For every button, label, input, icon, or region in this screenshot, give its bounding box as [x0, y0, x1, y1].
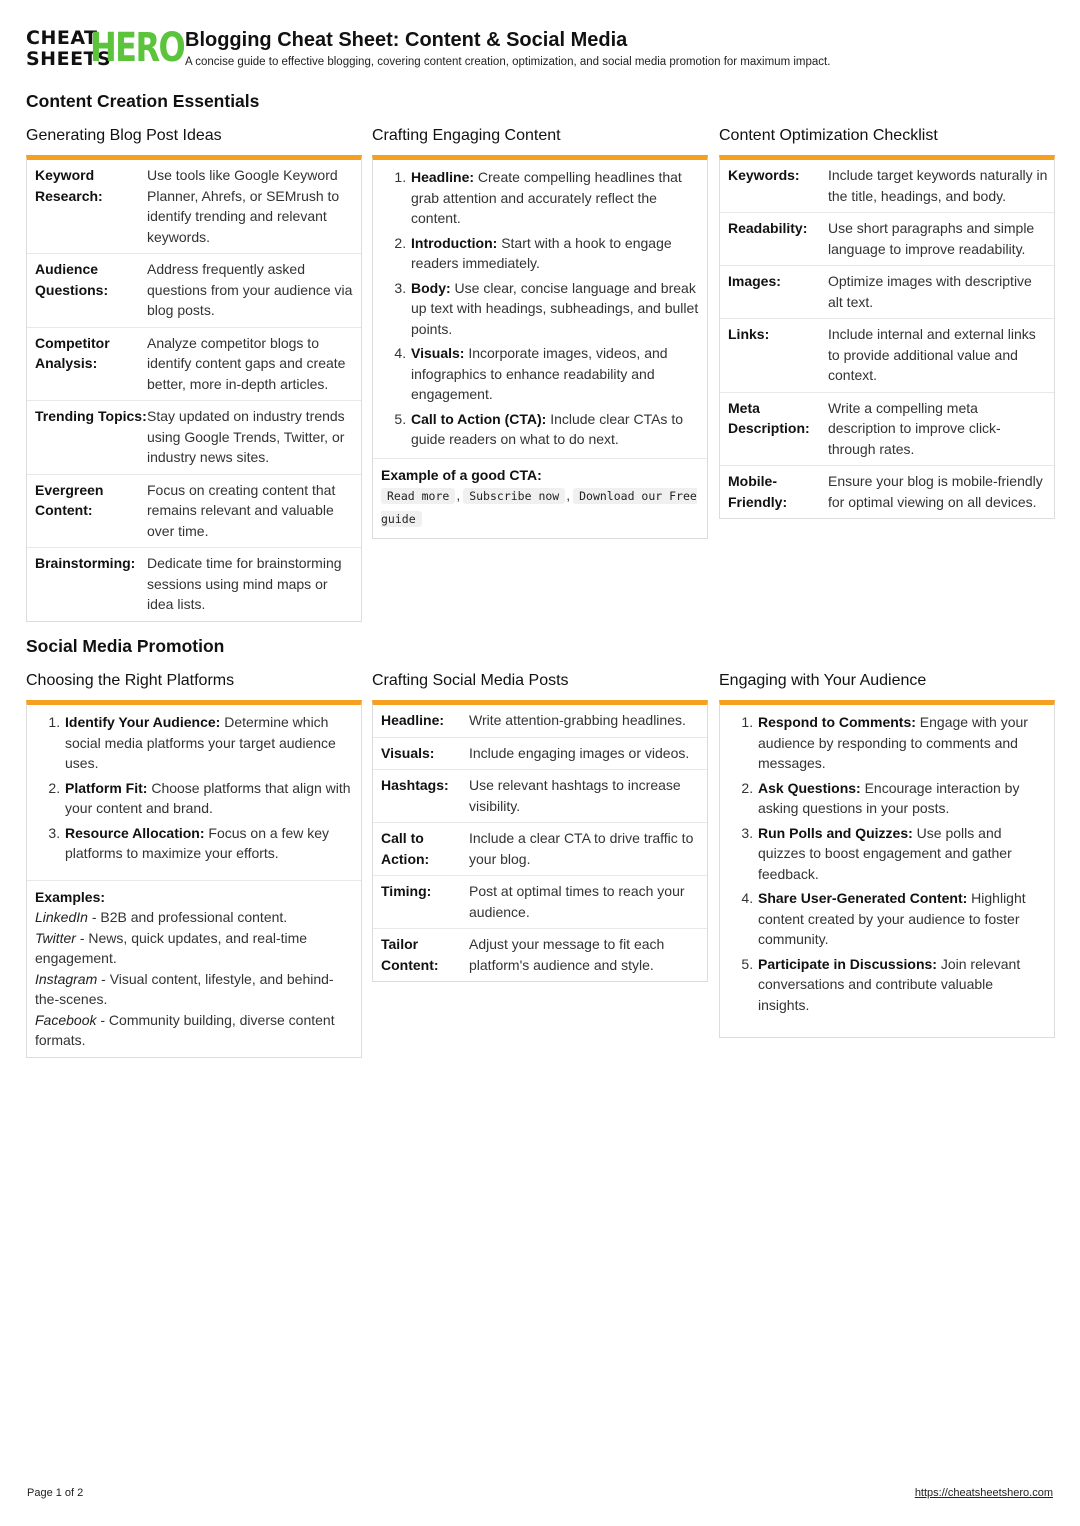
numbered-list: [27, 705, 361, 864]
example-item: [35, 907, 353, 928]
page-number: Page 1 of 2: [27, 1487, 84, 1499]
row-key: Links:: [728, 326, 770, 342]
card-crafting: [372, 155, 708, 539]
row-value: Use relevant hashtags to increase visibility.: [469, 777, 681, 814]
list-item: [410, 167, 699, 229]
row-key: Call to Action:: [381, 830, 430, 867]
table-row: [373, 876, 707, 929]
item-text: Incorporate images, videos, and infographics to enhance readability and engagement.: [411, 345, 668, 402]
table-row: [27, 475, 361, 549]
row-key: Headline:: [381, 712, 445, 728]
row-key: Competitor Analysis:: [35, 334, 110, 371]
row-key: Readability:: [728, 220, 808, 236]
example-description: - B2B and professional content.: [87, 909, 288, 925]
row-key: Keyword Research:: [35, 167, 103, 204]
item-label: Body:: [411, 279, 451, 296]
row-value: Write attention-grabbing headlines.: [469, 712, 686, 728]
row-value: Post at optimal times to reach your audience.: [469, 883, 685, 920]
table-row: [373, 770, 707, 823]
item-text: Start with a hook to engage readers immediately.: [411, 234, 672, 271]
list-item: [410, 278, 699, 340]
item-label: Introduction:: [411, 234, 498, 251]
numbered-list: [373, 160, 707, 450]
separator: ,: [566, 487, 571, 503]
kv-table: [27, 160, 361, 621]
kv-table: [720, 160, 1054, 518]
row-key: Tailor Content:: [381, 936, 439, 973]
example-item: [35, 969, 353, 1010]
table-row: [720, 466, 1054, 518]
item-text: Highlight content created by your audience to foster community.: [758, 890, 1026, 947]
example-description: - Visual content, lifestyle, and behind-the-scenes.: [35, 970, 334, 1007]
page-title: Blogging Cheat Sheet: Content & Social Media: [185, 29, 628, 51]
list-item: [410, 409, 699, 450]
card-title-crafting: Crafting Engaging Content: [372, 127, 561, 144]
list-item: [757, 712, 1046, 774]
example-description: - Community building, diverse content formats.: [35, 1011, 335, 1048]
table-row: [720, 266, 1054, 319]
row-key: Hashtags:: [381, 777, 449, 793]
example-item: [35, 928, 353, 969]
card-title-engaging: Engaging with Your Audience: [719, 672, 927, 689]
row-key: Images:: [728, 273, 781, 289]
row-value: Address frequently asked questions from your audience via blog posts.: [147, 261, 353, 318]
examples-list: [35, 907, 353, 1051]
section-title-content-creation: Content Creation Essentials: [26, 91, 260, 111]
card-title-optimization: Content Optimization Checklist: [719, 127, 938, 144]
item-text: Use clear, concise language and break up text with headings, subheadings, and bullet points.: [411, 279, 699, 337]
item-label: Identify Your Audience:: [65, 714, 221, 730]
list-item: [757, 823, 1046, 885]
row-key: Mobile-Friendly:: [728, 473, 788, 510]
card-title-posts: Crafting Social Media Posts: [372, 672, 569, 689]
card-posts: [372, 700, 708, 982]
table-row: [373, 823, 707, 876]
item-text: Focus on a few key platforms to maximize your efforts.: [65, 824, 330, 861]
row-key: Keywords:: [728, 167, 800, 183]
row-value: Use tools like Google Keyword Planner, Ahrefs, or SEMrush to identify trending and relevant keywords.: [147, 167, 340, 245]
card-platforms: [26, 700, 362, 1058]
list-item: [64, 712, 353, 774]
item-text: Join relevant conversations and contribute valuable insights.: [758, 955, 1021, 1013]
list-item: [64, 823, 353, 864]
cta-example-box: [373, 458, 707, 539]
example-platform-name: LinkedIn: [35, 909, 88, 925]
item-label: Run Polls and Quizzes:: [758, 824, 913, 841]
item-label: Participate in Discussions:: [758, 955, 937, 972]
example-description: - News, quick updates, and real-time engagement.: [35, 929, 308, 966]
table-row: [27, 548, 361, 621]
row-key: Trending Topics:: [35, 408, 147, 424]
cta-example-tag: Download our Free guide: [381, 489, 697, 526]
table-row: [720, 393, 1054, 467]
page-header: [26, 25, 1056, 72]
example-item: [35, 1010, 353, 1051]
table-row: [27, 328, 361, 402]
table-row: [27, 401, 361, 475]
row-value: Include engaging images or videos.: [469, 744, 690, 761]
row-value: Dedicate time for brainstorming sessions using mind maps or idea lists.: [147, 555, 342, 612]
item-label: Ask Questions:: [758, 779, 861, 796]
row-key: Audience Questions:: [35, 261, 109, 298]
example-platform-name: Instagram: [35, 970, 98, 987]
table-row: [27, 254, 361, 328]
logo[interactable]: [26, 25, 185, 71]
item-label: Headline:: [411, 169, 475, 185]
table-row: [373, 705, 707, 738]
list-item: [410, 233, 699, 274]
list-item: [757, 888, 1046, 950]
row-value: Stay updated on industry trends using Google Trends, Twitter, or industry news sites.: [147, 408, 345, 465]
list-item: [410, 343, 699, 405]
table-row: [720, 160, 1054, 213]
example-platform-name: Facebook: [35, 1011, 97, 1028]
kv-table: [373, 705, 707, 981]
list-item: [757, 954, 1046, 1016]
row-value: Optimize images with descriptive alt text.: [828, 273, 1032, 310]
row-key: Evergreen Content:: [35, 481, 104, 518]
item-text: Use polls and quizzes to boost engagement and gather feedback.: [758, 824, 1012, 882]
separator: ,: [456, 487, 461, 503]
item-label: Visuals:: [411, 345, 465, 361]
list-item: [757, 778, 1046, 819]
row-value: Include internal and external links to provide additional value and context.: [828, 326, 1036, 383]
row-value: Focus on creating content that remains relevant and valuable over time.: [147, 481, 336, 539]
row-value: Ensure your blog is mobile-friendly for optimal viewing on all devices.: [828, 473, 1043, 510]
logo-text: CHEAT SHEETS: [26, 27, 112, 70]
item-text: Determine which social media platforms your target audience uses.: [65, 714, 336, 771]
card-ideas: [26, 155, 362, 622]
table-row: [27, 160, 361, 254]
item-label: Platform Fit:: [65, 779, 148, 796]
item-label: Share User-Generated Content:: [758, 890, 968, 906]
examples-label: Examples:: [35, 888, 106, 905]
row-value: Adjust your message to fit each platform's audience and style.: [469, 936, 665, 973]
platform-examples-box: [27, 880, 361, 1057]
page-subtitle: A concise guide to effective blogging, covering content creation, optimization, and social media promotion for maximum impact.: [185, 56, 831, 68]
list-item: [64, 778, 353, 819]
item-text: Choose platforms that align with your content and brand.: [65, 779, 351, 816]
card-title-platforms: Choosing the Right Platforms: [26, 672, 235, 689]
card-title-ideas: Generating Blog Post Ideas: [26, 127, 222, 144]
row-key: Timing:: [381, 883, 432, 899]
numbered-list: [720, 705, 1054, 1015]
item-text: Include clear CTAs to guide readers on what to do next.: [411, 410, 683, 447]
row-value: Include target keywords naturally in the title, headings, and body.: [828, 167, 1048, 204]
cta-example-list: [381, 485, 699, 530]
card-optimization: [719, 155, 1055, 519]
logo-hero: HERO: [90, 25, 185, 71]
example-platform-name: Twitter: [35, 929, 76, 946]
cta-example-tag: Subscribe now: [463, 488, 565, 504]
row-value: Write a compelling meta description to improve click-through rates.: [828, 399, 1001, 457]
item-label: Respond to Comments:: [758, 714, 916, 730]
item-label: Resource Allocation:: [65, 824, 205, 841]
table-row: [720, 319, 1054, 393]
row-value: Analyze competitor blogs to identify content gaps and create better, more in-depth articles.: [147, 334, 346, 392]
card-engaging: [719, 700, 1055, 1038]
row-key: Brainstorming:: [35, 555, 136, 571]
item-text: Create compelling headlines that grab attention and accurately reflect the content.: [411, 169, 682, 226]
table-row: [720, 213, 1054, 266]
row-value: Use short paragraphs and simple language to improve readability.: [828, 220, 1035, 257]
item-text: Encourage interaction by asking questions in your posts.: [758, 779, 1020, 816]
table-row: [373, 738, 707, 771]
table-row: [373, 929, 707, 981]
cta-example-tag: Read more: [381, 488, 455, 504]
row-key: Meta Description:: [728, 399, 810, 436]
cta-example-label: Example of a good CTA:: [381, 466, 542, 483]
item-text: Engage with your audience by responding to comments and messages.: [758, 714, 1028, 771]
row-key: Visuals:: [381, 744, 435, 761]
footer-link[interactable]: https://cheatsheetshero.com: [914, 1487, 1053, 1499]
item-label: Call to Action (CTA):: [411, 410, 547, 427]
row-value: Include a clear CTA to drive traffic to your blog.: [469, 830, 694, 867]
section-title-social-media: Social Media Promotion: [26, 636, 225, 656]
